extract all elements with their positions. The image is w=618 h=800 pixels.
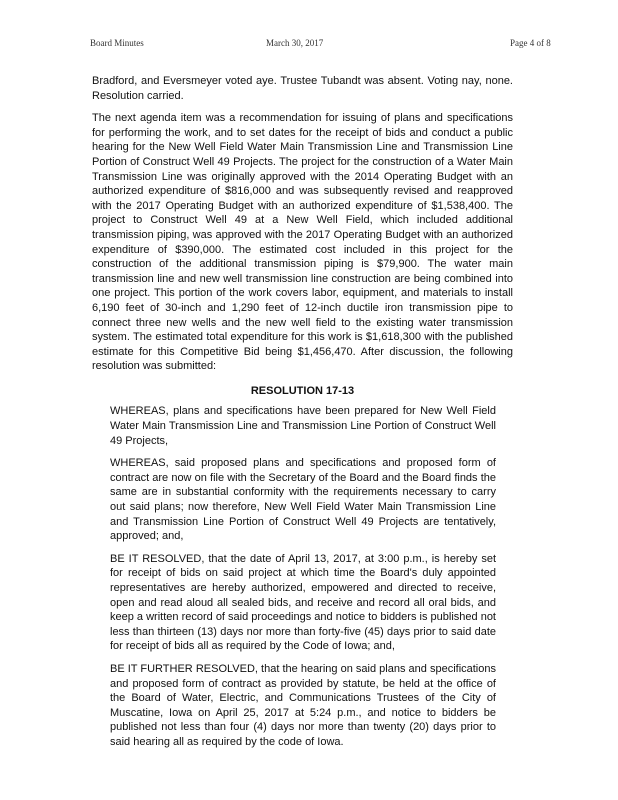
resolution-clause: BE IT FURTHER RESOLVED, that the hearing on said plans and specifications and proposed form of contract as provided by statute, be held at the office of the Board of Water, Electric, and Communications Trustees of the City of Muscatine, Iowa on April 25, 2017 at 5:24 p.m., and notice to bidders be published not less than four (4) days nor more than twenty (20) days prior to said hearing all as required by the code of Iowa. (110, 662, 496, 748)
paragraph: Bradford, and Eversmeyer voted aye. Trustee Tubandt was absent. Voting nay, none. Resolution carried. (92, 75, 513, 102)
header-page-number: Page 4 of 8 (510, 38, 551, 48)
paragraph: The next agenda item was a recommendation for issuing of plans and specifications for performing the work, and to set dates for the receipt of bids and conduct a public hearing for the New Well Field Water Main Transmission Line and Transmission Line Portion of Construct Well 49 Projects. The project for the construction of a Water Main Transmission Line was originally approved with the 2014 Operating Budget with an authorized expenditure of $816,000 and was subsequently revised and reapproved with the 2017 Operating Budget with an authorized expenditure of $1,538,400. The project to Construct Well 49 at a New Well Field, which included additional transmission piping, was approved with the 2017 Operating Budget with an authorized expenditure of $390,000. The estimated cost included in this project for the construction of the additional transmission piping is $79,900. The water main transmission line and new well transmission line construction are being combined into one project. This portion of the work covers labor, equipment, and materials to install 6,190 feet of 30-inch and 1,290 feet of 12-inch ductile iron transmission pipe to connect three new wells and the new well field to the existing water transmission system. The estimated total expenditure for this work is $1,618,300 with the published estimate for this Competitive Bid being $1,456,470. After discussion, the following resolution was submitted: (92, 112, 513, 373)
resolution-clause: WHEREAS, plans and specifications have been prepared for New Well Field Water Main Transmission Line and Transmission Line Portion of Construct Well 49 Projects, (110, 405, 496, 447)
resolution-title: RESOLUTION 17-13 (250, 384, 355, 397)
header-left: Board Minutes (90, 38, 144, 48)
document-body (92, 74, 513, 758)
header-date: March 30, 2017 (266, 38, 324, 48)
resolution-clause: BE IT RESOLVED, that the date of April 13, 2017, at 3:00 p.m., is hereby set for receipt of bids on said project at which time the Board's duly appointed representatives are hereby authorized, empowered and directed to receive, open and read aloud all sealed bids, and receive and record all oral bids, and keep a written record of said proceedings and notice to bidders is published not less than thirteen (13) days nor more than forty-five (45) days prior to said date for receipt of bids all as required by the Code of Iowa; and, (110, 552, 496, 653)
resolution-clause: WHEREAS, said proposed plans and specifications and proposed form of contract are now on file with the Secretary of the Board and the Board finds the same are in substantial conformity with the requirements necessary to carry out said plans; now therefore, New Well Field Water Main Transmission Line and Transmission Line Portion of Construct Well 49 Projects are tentatively, approved; and, (110, 457, 496, 543)
